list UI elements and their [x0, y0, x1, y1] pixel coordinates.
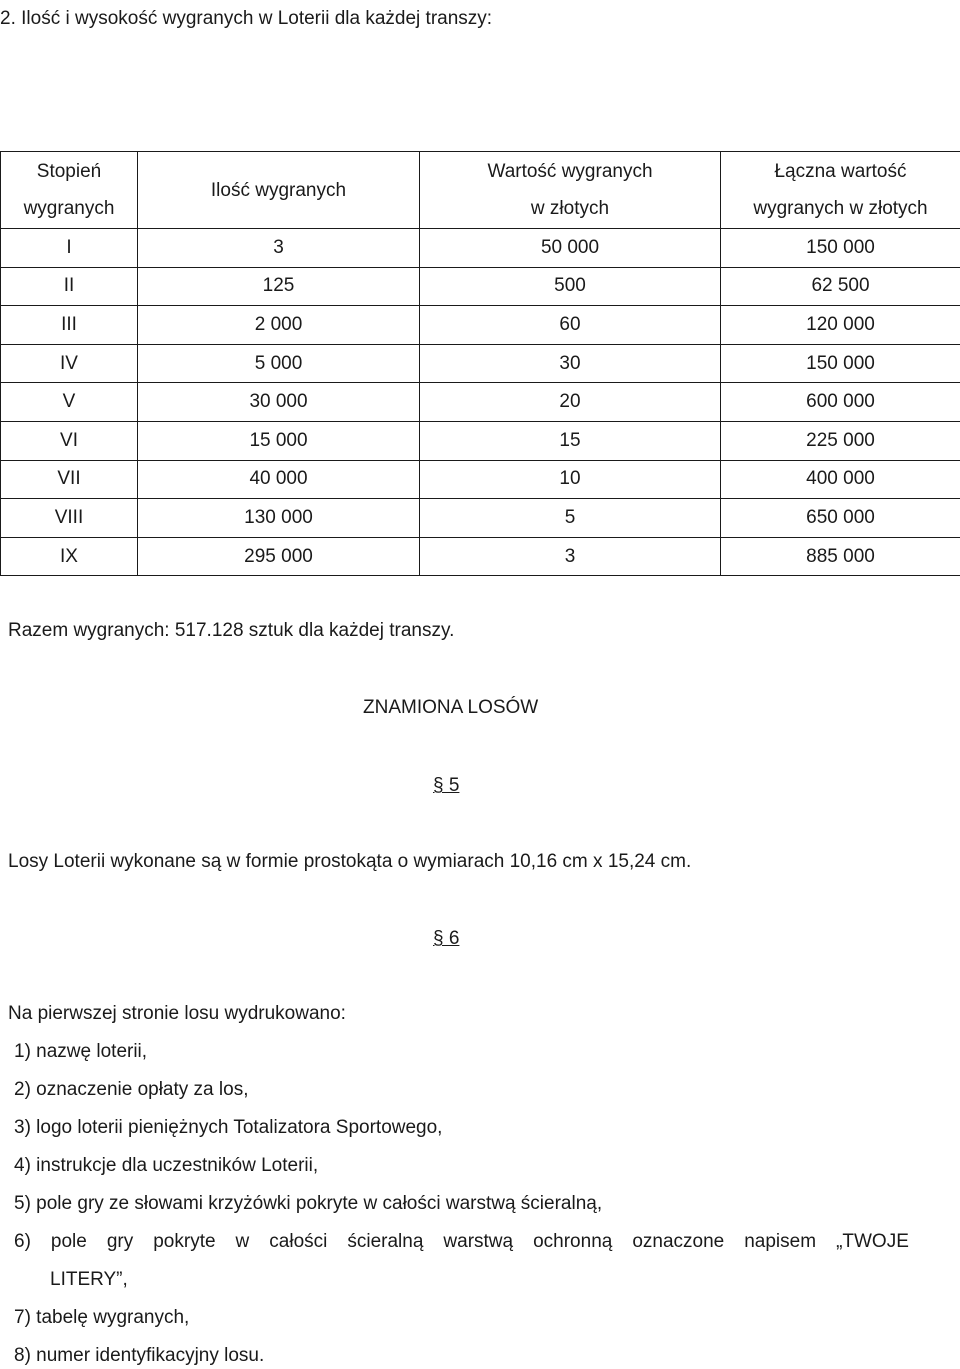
cell-total: 150 000: [721, 229, 960, 268]
cell-total: 120 000: [721, 306, 960, 345]
cell-total: 225 000: [721, 421, 960, 460]
cell-tier: VI: [1, 421, 138, 460]
table-row: [1, 383, 960, 422]
list-item-word: w: [235, 1231, 250, 1252]
list-item: 5) pole gry ze słowami krzyżówki pokryte w całości warstwą ścieralną,: [14, 1193, 603, 1214]
cell-tier: III: [1, 306, 138, 345]
list-item-word: ścieralną: [347, 1231, 424, 1252]
cell-value: 60: [420, 306, 721, 345]
cell-tier: IX: [1, 537, 138, 576]
table-row: [1, 306, 960, 345]
list-item-word: 6): [14, 1231, 31, 1252]
cell-value: 30: [420, 344, 721, 383]
cell-count: 125: [138, 267, 420, 306]
list-item-word: ochronną: [533, 1231, 613, 1252]
cell-value: 3: [420, 537, 721, 576]
list-item-word: warstwą: [443, 1231, 514, 1252]
cell-value: 20: [420, 383, 721, 422]
list-item-word: napisem: [744, 1231, 817, 1252]
table-row: [1, 460, 960, 499]
list-item: 8) numer identyfikacyjny losu.: [14, 1345, 265, 1366]
list-item: 4) instrukcje dla uczestników Loterii,: [14, 1155, 319, 1176]
list-item: 7) tabelę wygranych,: [14, 1307, 190, 1328]
table-header-row: [1, 152, 960, 229]
table-row: [1, 421, 960, 460]
cell-value: 5: [420, 499, 721, 538]
cell-count: 130 000: [138, 499, 420, 538]
cell-tier: II: [1, 267, 138, 306]
list-item: [14, 1231, 909, 1253]
cell-value: 50 000: [420, 229, 721, 268]
table-row: [1, 267, 960, 306]
cell-total: 400 000: [721, 460, 960, 499]
cell-value: 10: [420, 460, 721, 499]
cell-total: 600 000: [721, 383, 960, 422]
cell-total: 885 000: [721, 537, 960, 576]
header-prize-count: Ilość wygranych: [138, 152, 420, 229]
list-item: 3) logo loterii pieniężnych Totalizatora Sportowego,: [14, 1117, 443, 1138]
cell-tier: V: [1, 383, 138, 422]
table-row: [1, 537, 960, 576]
list-item: 1) nazwę loterii,: [14, 1041, 148, 1062]
list-item-word: gry: [106, 1231, 134, 1252]
paragraph-5-text: Losy Loterii wykonane są w formie prostokąta o wymiarach 10,16 cm x 15,24 cm.: [8, 851, 692, 872]
cell-total: 62 500: [721, 267, 960, 306]
cell-count: 40 000: [138, 460, 420, 499]
cell-count: 30 000: [138, 383, 420, 422]
header-prize-tier: Stopień wygranych: [1, 152, 138, 229]
paragraph-5-mark: § 5: [433, 775, 460, 796]
cell-tier: VII: [1, 460, 138, 499]
cell-count: 3: [138, 229, 420, 268]
cell-tier: I: [1, 229, 138, 268]
cell-total: 650 000: [721, 499, 960, 538]
cell-tier: IV: [1, 344, 138, 383]
header-prize-value: Wartość wygranych w złotych: [420, 152, 721, 229]
total-prizes-text: Razem wygranych: 517.128 sztuk dla każdej transzy.: [8, 620, 455, 641]
list-item-word: pole: [50, 1231, 87, 1252]
list-item-word: całości: [269, 1231, 328, 1252]
section-heading: ZNAMIONA LOSÓW: [363, 697, 539, 718]
paragraph-6-mark: § 6: [433, 928, 460, 949]
cell-total: 150 000: [721, 344, 960, 383]
cell-count: 15 000: [138, 421, 420, 460]
cell-value: 15: [420, 421, 721, 460]
list-item: 2) oznaczenie opłaty za los,: [14, 1079, 249, 1100]
list-item-word: oznaczone: [632, 1231, 725, 1252]
table-row: [1, 229, 960, 268]
list-item-continuation: LITERY”,: [50, 1269, 128, 1290]
list-item-word: pokryte: [153, 1231, 216, 1252]
list-item-word: „TWOJE: [836, 1231, 909, 1252]
prize-table: [0, 151, 960, 576]
cell-value: 500: [420, 267, 721, 306]
cell-tier: VIII: [1, 499, 138, 538]
cell-count: 5 000: [138, 344, 420, 383]
cell-count: 295 000: [138, 537, 420, 576]
cell-count: 2 000: [138, 306, 420, 345]
header-total-value: Łączna wartość wygranych w złotych: [721, 152, 960, 229]
paragraph-6-intro: Na pierwszej stronie losu wydrukowano:: [8, 1003, 346, 1024]
intro-text: 2. Ilość i wysokość wygranych w Loterii dla każdej transzy:: [0, 8, 493, 29]
table-row: [1, 344, 960, 383]
table-row: [1, 499, 960, 538]
